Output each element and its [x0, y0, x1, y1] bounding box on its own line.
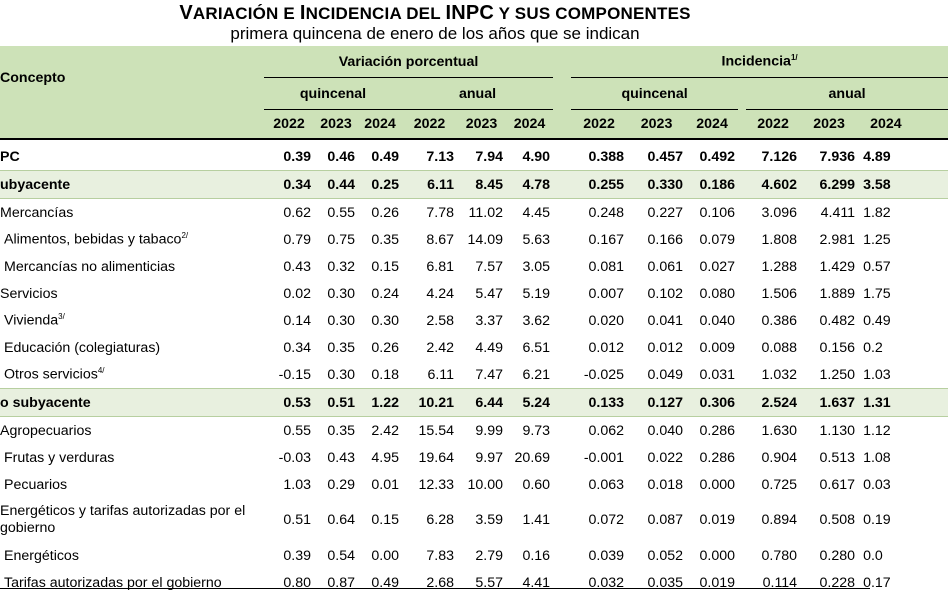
cell-value: 0.00 — [371, 547, 399, 564]
cell-value: 0.55 — [283, 422, 311, 439]
cell-value: 0.32 — [327, 258, 355, 275]
cell-value: 0.15 — [371, 512, 399, 528]
cell-value: 0.16 — [522, 547, 551, 564]
cell-value: 1.429 — [819, 258, 856, 275]
cell-value: 6.51 — [522, 339, 551, 356]
cell-value: 0.43 — [283, 258, 311, 275]
row-label: PC — [0, 149, 20, 165]
cell-value: 2.79 — [475, 547, 503, 564]
cell-value: 0.508 — [819, 512, 856, 528]
cell-value: 0.01 — [371, 476, 399, 493]
table-row — [0, 542, 948, 569]
cell-value: 0.53 — [264, 389, 314, 417]
cell-value: 3.37 — [475, 312, 503, 329]
cell-value: 0.079 — [699, 231, 736, 248]
year-header: 2022 — [402, 110, 457, 140]
cell-value: 0.54 — [327, 547, 355, 564]
cell-value: 0.51 — [314, 389, 358, 417]
cell-value: 0.35 — [327, 339, 355, 356]
cell-value: 4.411 — [820, 204, 856, 221]
inc-anual-header: anual — [746, 78, 948, 110]
row-label: Vivienda$^{3/}$ — [4, 312, 65, 329]
cell-value: 14.09 — [467, 231, 503, 248]
year-header: 2023 — [627, 110, 686, 140]
row-label: Tarifas autorizadas por el gobierno — [4, 574, 222, 591]
cell-value: -0.025 — [583, 366, 625, 383]
row-label: ubyacente — [0, 171, 264, 199]
cell-value: 0.106 — [699, 204, 736, 221]
cell-value: 0.166 — [647, 231, 684, 248]
row-label: Agropecuarios — [0, 422, 92, 439]
cell-value: 7.13 — [426, 149, 454, 165]
row-label: Otros servicios$^{4/}$ — [4, 366, 105, 383]
cell-value: 0.012 — [647, 339, 684, 356]
cell-value: 0.55 — [327, 204, 355, 221]
cell-value: 0.30 — [327, 366, 355, 383]
incidencia-header: Incidencia$^{1/}$ — [571, 46, 948, 78]
row-label: Alimentos, bebidas y tabaco$^{2/}$ — [4, 231, 189, 248]
cell-value: 7.47 — [475, 366, 503, 383]
cell-value: 2.42 — [371, 422, 399, 439]
cell-value: 0.031 — [699, 366, 736, 383]
cell-value: 0.80 — [283, 574, 311, 591]
cell-value: 6.11 — [402, 171, 457, 199]
cell-value: 0.009 — [699, 339, 736, 356]
table-body — [0, 139, 948, 596]
inpc-table — [0, 46, 948, 596]
cell-value: 0.286 — [699, 449, 736, 466]
cell-value: 3.62 — [522, 312, 551, 329]
cell-value: 0.15 — [371, 258, 399, 275]
cell-value: 0.330 — [627, 171, 686, 199]
cell-value: 1.808 — [761, 231, 798, 248]
cell-value: 8.67 — [426, 231, 454, 248]
cell-value: 4.49 — [475, 339, 503, 356]
cell-value: 0.79 — [283, 231, 311, 248]
cell-value: 0.286 — [699, 422, 736, 439]
row-label: Frutas y verduras — [4, 449, 115, 466]
cell-value: 0.39 — [283, 547, 311, 564]
cell-value: 4.89 — [863, 149, 891, 165]
cell-value: 0.03 — [863, 476, 891, 493]
cell-value: 0.087 — [647, 512, 684, 528]
cell-value: 0.19 — [863, 512, 891, 528]
cell-value: 2.524 — [746, 389, 800, 417]
cell-value: 0.18 — [371, 366, 399, 383]
cell-value: 0.35 — [371, 231, 399, 248]
cell-value: 10.00 — [467, 476, 503, 493]
cell-value: 0.75 — [327, 231, 355, 248]
cell-value: 7.78 — [426, 204, 454, 221]
cell-value: 0.60 — [522, 476, 551, 493]
row-label: Energéticos — [4, 547, 79, 564]
cell-value: 0.30 — [327, 285, 355, 302]
cell-value: 3.58 — [858, 171, 948, 199]
cell-value: 0.167 — [588, 231, 625, 248]
cell-value: 0.29 — [327, 476, 355, 493]
year-header: 2024 — [858, 110, 948, 140]
cell-value: 6.44 — [457, 389, 506, 417]
year-header: 2024 — [358, 110, 402, 140]
table-row — [0, 280, 948, 307]
table-row — [0, 334, 948, 361]
inc-quincenal-header: quincenal — [571, 78, 738, 110]
cell-value: 0.248 — [588, 204, 625, 221]
cell-value: 11.02 — [468, 204, 503, 221]
cell-value: 0.022 — [647, 449, 684, 466]
cell-value: 9.99 — [475, 422, 503, 439]
cell-value: 6.21 — [522, 366, 551, 383]
table-title: VARIACIÓN E INCIDENCIA DEL INPC Y SUS COMPONENTES — [179, 2, 691, 24]
cell-value: 1.130 — [819, 422, 856, 439]
cell-value: 0.894 — [761, 512, 798, 528]
cell-value: 0.725 — [761, 476, 798, 493]
cell-value: 0.255 — [571, 171, 627, 199]
table-row — [0, 253, 948, 280]
cell-value: 0.39 — [283, 149, 311, 165]
cell-value: 0.228 — [819, 574, 856, 591]
cell-value: 0.51 — [283, 512, 311, 528]
cell-value: 1.82 — [863, 204, 891, 221]
cell-value: 5.63 — [522, 231, 551, 248]
cell-value: 7.936 — [819, 149, 856, 165]
cell-value: 0.44 — [314, 171, 358, 199]
cell-value: 0.24 — [371, 285, 399, 302]
cell-value: 4.90 — [522, 149, 551, 165]
cell-value: 1.032 — [761, 366, 798, 383]
cell-value: 9.97 — [475, 449, 503, 466]
cell-value: 0.020 — [588, 312, 625, 329]
cell-value: 0.000 — [699, 547, 736, 564]
cell-value: 7.94 — [475, 149, 503, 165]
year-header: 2024 — [506, 110, 553, 140]
var-quincenal-header: quincenal — [264, 78, 402, 110]
cell-value: 0.114 — [762, 574, 798, 591]
row-label: Mercancías no alimenticias — [4, 258, 176, 275]
cell-value: 0.25 — [358, 171, 402, 199]
cell-value: 0.227 — [647, 204, 684, 221]
cell-value: 3.59 — [475, 512, 503, 528]
cell-value: 5.24 — [506, 389, 553, 417]
cell-value: 0.061 — [647, 258, 684, 275]
cell-value: 1.22 — [358, 389, 402, 417]
cell-value: 7.57 — [475, 258, 503, 275]
cell-value: 0.0 — [863, 547, 883, 564]
row-label: Educación (colegiaturas) — [4, 339, 161, 356]
cell-value: 4.24 — [426, 285, 454, 302]
table-row — [0, 199, 948, 227]
cell-value: 6.299 — [800, 171, 858, 199]
cell-value: 0.035 — [647, 574, 684, 591]
table-row — [0, 389, 948, 417]
cell-value: 1.08 — [863, 449, 891, 466]
cell-value: 1.12 — [863, 422, 891, 439]
cell-value: 0.041 — [647, 312, 684, 329]
cell-value: 0.492 — [699, 149, 736, 165]
cell-value: 0.34 — [283, 339, 311, 356]
cell-value: 8.45 — [457, 171, 506, 199]
cell-value: 0.080 — [699, 285, 736, 302]
cell-value: 0.2 — [863, 339, 883, 356]
cell-value: 0.386 — [761, 312, 798, 329]
cell-value: 0.64 — [327, 512, 355, 528]
cell-value: 0.62 — [283, 204, 311, 221]
year-header: 2024 — [686, 110, 738, 140]
cell-value: 0.088 — [761, 339, 798, 356]
table-row — [0, 226, 948, 253]
cell-value: 0.133 — [571, 389, 627, 417]
variacion-header: Variación porcentual — [264, 46, 553, 78]
cell-value: 0.102 — [647, 285, 684, 302]
table-row — [0, 361, 948, 389]
cell-value: 0.482 — [819, 312, 856, 329]
row-label: Mercancías — [0, 204, 74, 221]
cell-value: 0.26 — [371, 204, 399, 221]
cell-value: 0.780 — [761, 547, 798, 564]
cell-value: 3.096 — [761, 204, 798, 221]
cell-value: 0.000 — [699, 476, 736, 493]
cell-value: 0.052 — [647, 547, 684, 564]
cell-value: 0.49 — [371, 574, 399, 591]
cell-value: 7.126 — [761, 149, 798, 165]
cell-value: 4.602 — [746, 171, 800, 199]
cell-value: 0.617 — [819, 476, 856, 493]
cell-value: 0.012 — [588, 339, 625, 356]
cell-value: 0.072 — [588, 512, 625, 528]
cell-value: -0.15 — [278, 366, 311, 383]
header-row-years — [0, 110, 948, 140]
cell-value: 2.42 — [426, 339, 454, 356]
cell-value: 0.02 — [283, 285, 311, 302]
cell-value: 1.31 — [858, 389, 948, 417]
cell-value: 0.49 — [371, 149, 399, 165]
cell-value: 0.457 — [647, 149, 684, 165]
year-header: 2022 — [746, 110, 800, 140]
cell-value: 1.506 — [761, 285, 798, 302]
table-row — [0, 444, 948, 471]
row-label: Servicios — [0, 285, 58, 302]
var-anual-header: anual — [402, 78, 553, 110]
cell-value: 2.981 — [819, 231, 856, 248]
cell-value: 0.388 — [588, 149, 625, 165]
year-header: 2022 — [264, 110, 314, 140]
table-bottom-rule — [0, 588, 870, 591]
table-row — [0, 139, 948, 171]
cell-value: 0.019 — [699, 574, 736, 591]
cell-value: 12.33 — [418, 476, 454, 493]
year-header: 2022 — [571, 110, 627, 140]
cell-value: 20.69 — [514, 449, 551, 466]
table-row — [0, 569, 948, 596]
cell-value: 4.78 — [506, 171, 553, 199]
cell-value: 1.889 — [819, 285, 856, 302]
cell-value: 0.26 — [371, 339, 399, 356]
cell-value: 15.54 — [418, 422, 454, 439]
year-header: 2023 — [800, 110, 858, 140]
cell-value: 0.018 — [647, 476, 684, 493]
cell-value: 6.28 — [426, 512, 454, 528]
cell-value: 0.049 — [647, 366, 684, 383]
cell-value: 0.019 — [699, 512, 736, 528]
cell-value: 1.637 — [800, 389, 858, 417]
cell-value: 0.081 — [588, 258, 625, 275]
cell-value: 0.34 — [264, 171, 314, 199]
cell-value: 9.73 — [522, 422, 551, 439]
cell-value: 0.040 — [647, 422, 684, 439]
cell-value: 0.127 — [627, 389, 686, 417]
cell-value: 0.280 — [819, 547, 856, 564]
cell-value: 0.032 — [588, 574, 625, 591]
cell-value: 0.027 — [699, 258, 736, 275]
cell-value: 0.904 — [761, 449, 798, 466]
cell-value: 5.19 — [522, 285, 551, 302]
cell-value: 0.14 — [283, 312, 311, 329]
cell-value: 6.81 — [426, 258, 454, 275]
cell-value: 0.039 — [588, 547, 625, 564]
row-label: Energéticos y tarifas autorizadas por el gobierno — [0, 503, 246, 536]
cell-value: 10.21 — [402, 389, 457, 417]
cell-value: 0.063 — [588, 476, 625, 493]
row-label: o subyacente — [0, 389, 264, 417]
cell-value: 0.30 — [327, 312, 355, 329]
cell-value: 1.75 — [863, 285, 891, 302]
cell-value: 0.306 — [686, 389, 738, 417]
cell-value: 0.156 — [819, 339, 856, 356]
cell-value: 2.58 — [426, 312, 454, 329]
cell-value: 1.288 — [761, 258, 798, 275]
cell-value: 0.57 — [863, 258, 891, 275]
cell-value: 1.41 — [522, 512, 551, 528]
cell-value: 6.11 — [427, 366, 454, 383]
concepto-header: Concepto — [0, 46, 264, 110]
cell-value: 0.062 — [588, 422, 625, 439]
table-row — [0, 307, 948, 334]
cell-value: 1.25 — [863, 231, 891, 248]
cell-value: 1.630 — [761, 422, 798, 439]
table-row — [0, 417, 948, 445]
cell-value: 2.68 — [426, 574, 454, 591]
cell-value: 4.95 — [371, 449, 399, 466]
cell-value: 5.57 — [475, 574, 503, 591]
year-header: 2023 — [457, 110, 506, 140]
cell-value: 0.007 — [588, 285, 625, 302]
table-row — [0, 171, 948, 199]
cell-value: 4.41 — [522, 574, 551, 591]
year-header: 2023 — [314, 110, 358, 140]
cell-value: 1.250 — [819, 366, 856, 383]
cell-value: 0.17 — [863, 574, 891, 591]
cell-value: 19.64 — [418, 449, 454, 466]
cell-value: -0.03 — [278, 449, 311, 466]
cell-value: 0.46 — [327, 149, 355, 165]
cell-value: 0.513 — [819, 449, 856, 466]
cell-value: 0.35 — [327, 422, 355, 439]
row-label: Pecuarios — [4, 476, 68, 493]
header-row-1 — [0, 46, 948, 78]
cell-value: 0.49 — [863, 312, 891, 329]
cell-value: 5.47 — [475, 285, 503, 302]
cell-value: 0.87 — [327, 574, 355, 591]
cell-value: 0.30 — [371, 312, 399, 329]
table-row — [0, 471, 948, 498]
cell-value: 4.45 — [522, 204, 551, 221]
cell-value: 0.040 — [699, 312, 736, 329]
cell-value: 0.186 — [686, 171, 738, 199]
table-row — [0, 498, 948, 542]
cell-value: 1.03 — [863, 366, 891, 383]
cell-value: 0.43 — [327, 449, 355, 466]
cell-value: 7.83 — [426, 547, 454, 564]
cell-value: 3.05 — [522, 258, 551, 275]
cell-value: -0.001 — [583, 449, 625, 466]
cell-value: 1.03 — [283, 476, 311, 493]
table-subtitle: primera quincena de enero de los años que se indican — [230, 24, 640, 43]
